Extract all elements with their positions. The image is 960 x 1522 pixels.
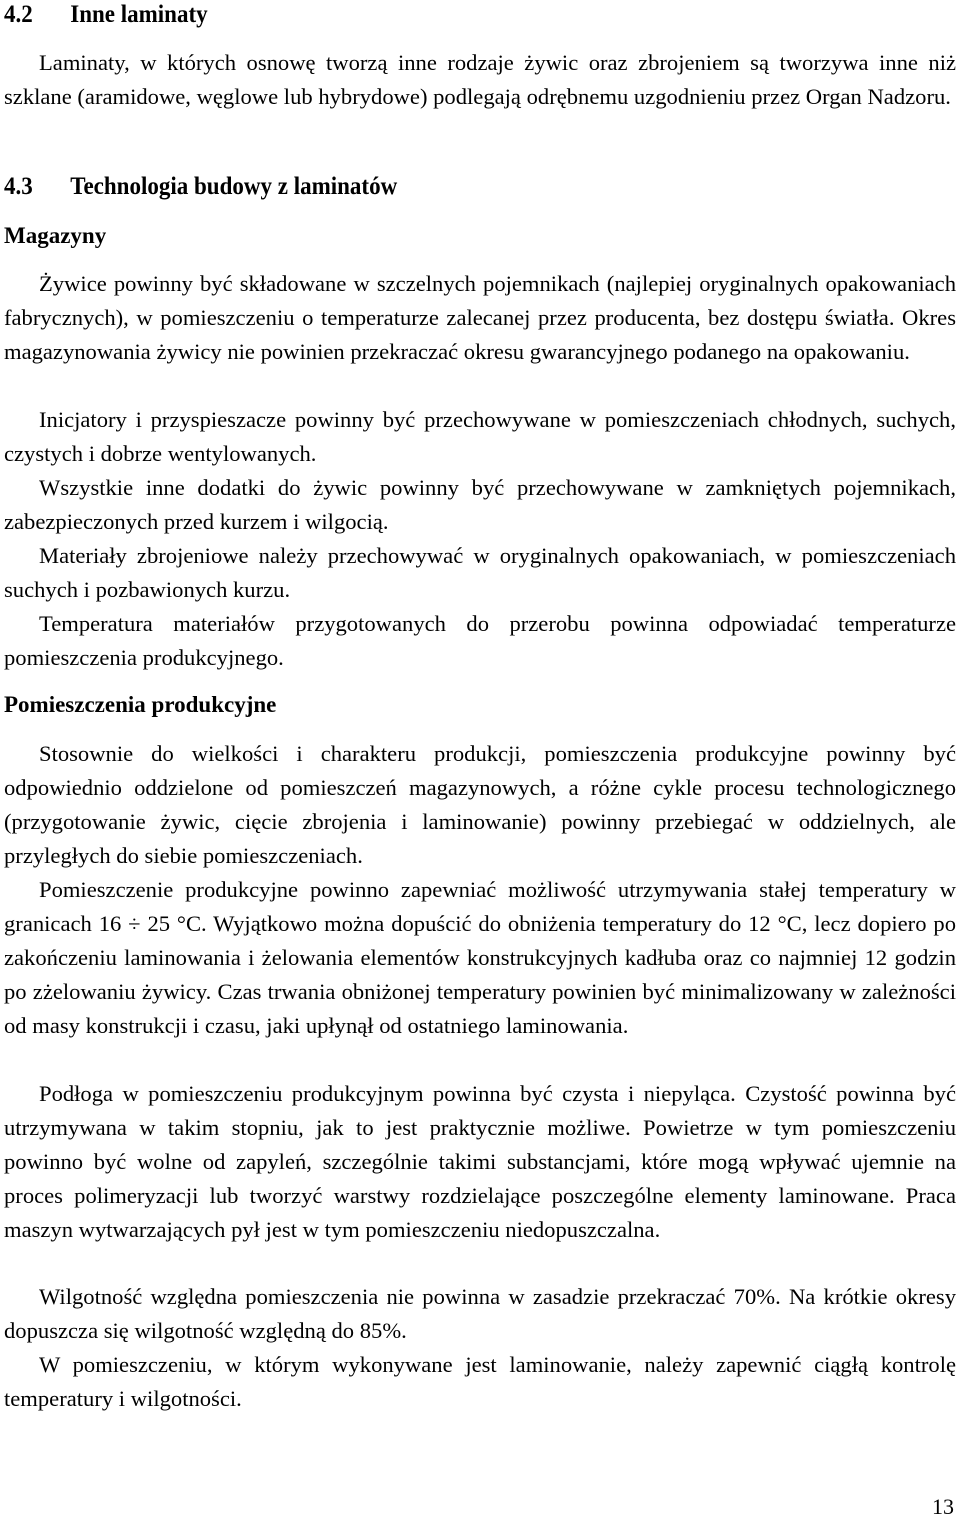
magazyny-paragraph-2: Inicjatory i przyspieszacze powinny być przechowywane w pomieszczeniach chłodnych, suchych, czystych i dobrze wentylowanych. — [4, 407, 956, 466]
magazyny-paragraph-1 — [4, 267, 956, 369]
pomieszczenia-paragraph-2: Pomieszczenie produkcyjne powinno zapewniać możliwość utrzymywania stałej temperatury w granicach 16 ÷ 25 °C. Wyjątkowo można dopuścić do obniżenia temperatury do 12 °C, lecz dopiero po zakończeniu laminowania i żelowania elementów konstrukcyjnych kadłuba oraz co najmniej 12 godzin po zżelowaniu żywicy. Czas trwania obniżonej temperatury powinien być minimalizowany w zależności od masy konstrukcji i czasu, jaki upłynął od ostatniego laminowania. — [4, 877, 956, 1038]
section-4-2-paragraph: Laminaty, w których osnowę tworzą inne rodzaje żywic oraz zbrojeniem są tworzywa inne niż szklane (aramidowe, węglowe lub hybrydowe) podlegają odrębnemu uzgodnieniu przez Organ Nadzoru. — [4, 50, 956, 109]
magazyny-heading: Magazyny — [4, 223, 107, 248]
pomieszczenia-paragraph-1: Stosownie do wielkości i charakteru produkcji, pomieszczenia produkcyjne powinny być odpowiednio oddzielone od pomieszczeń magazynowych, a różne cykle procesu technologicznego (przygotowanie żywic, cięcie zbrojenia i laminowanie) powinny przebiegać w oddzielnych, ale przyległych do siebie pomieszczeniach. — [4, 741, 956, 868]
pomieszczenia-heading: Pomieszczenia produkcyjne — [4, 692, 277, 717]
magazyny-p1-text: Żywice powinny być składowane w szczelnych pojemnikach (najlepiej oryginalnych opakowaniach fabrycznych), w pomieszczeniu o temperaturze zalecanej przez producenta, bez dostępu światła. Okres magazynowania żywicy nie powinien przekraczać okresu gwarancyjnego podanego na opakowaniu. — [4, 271, 956, 364]
pomieszczenia-paragraph-4: Wilgotność względna pomieszczenia nie powinna w zasadzie przekraczać 70%. Na krótkie okresy dopuszcza się wilgotność względną do 85%. — [4, 1284, 956, 1343]
section-4-2-heading — [4, 0, 208, 30]
pomieszczenia-paragraph-5: W pomieszczeniu, w którym wykonywane jest laminowanie, należy zapewnić ciągłą kontrolę temperatury i wilgotności. — [4, 1352, 956, 1411]
section-title: Inne laminaty — [70, 1, 208, 28]
section-number: 4.3 — [4, 173, 33, 200]
section-title: Technologia budowy z laminatów — [70, 173, 398, 200]
page-number: 13 — [932, 1494, 954, 1519]
section-number: 4.2 — [4, 1, 33, 28]
section-4-3-heading — [4, 172, 397, 202]
magazyny-paragraph-4: Materiały zbrojeniowe należy przechowywać w oryginalnych opakowaniach, w pomieszczeniach suchych i pozbawionych kurzu. — [4, 543, 956, 602]
magazyny-paragraph-3: Wszystkie inne dodatki do żywic powinny być przechowywane w zamkniętych pojemnikach, zabezpieczonych przed kurzem i wilgocią. — [4, 475, 956, 534]
pomieszczenia-paragraph-3: Podłoga w pomieszczeniu produkcyjnym powinna być czysta i niepyląca. Czystość powinna być utrzymywana w takim stopniu, jak to jest praktycznie możliwe. Powietrze w tym pomieszczeniu powinno być wolne od zapyleń, szczególnie takimi substancjami, które mogą wpływać ujemnie na proces polimeryzacji lub tworzyć warstwy rozdzielające poszczególne elementy laminowane. Praca maszyn wytwarzających pył jest w tym pomieszczeniu niedopuszczalna. — [4, 1081, 956, 1242]
magazyny-paragraph-5: Temperatura materiałów przygotowanych do przerobu powinna odpowiadać temperaturze pomieszczenia produkcyjnego. — [4, 611, 956, 670]
